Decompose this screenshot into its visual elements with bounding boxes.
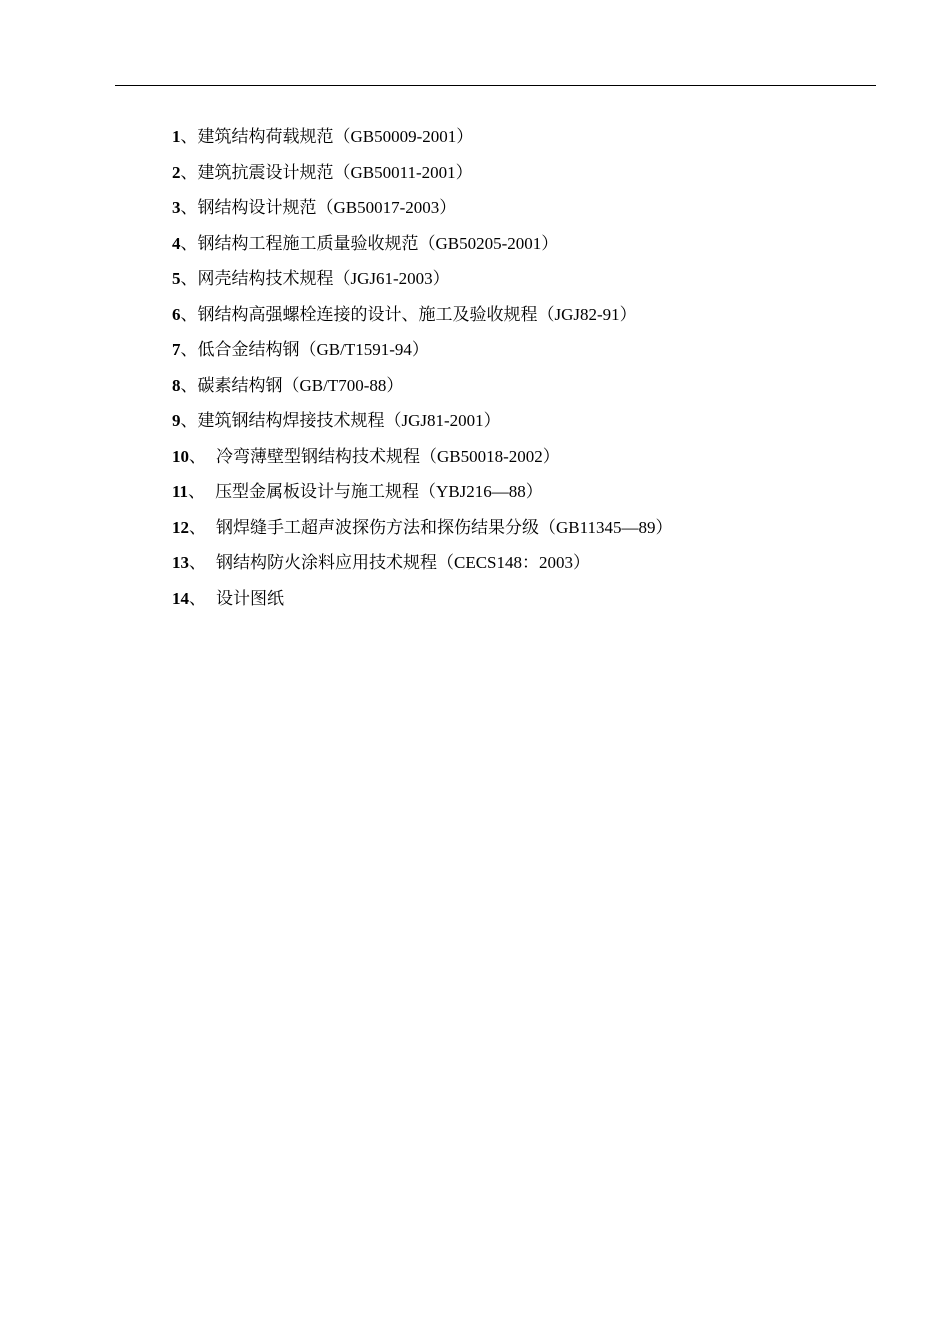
item-separator: 、 <box>180 127 198 146</box>
list-item <box>172 478 872 514</box>
item-number: 6 <box>172 304 181 324</box>
list-item <box>172 265 872 301</box>
item-separator: 、 <box>180 340 198 359</box>
list-item <box>172 549 872 585</box>
item-text: 建筑结构荷载规范（GB50009-2001） <box>197 127 474 146</box>
item-separator: 、 <box>189 553 206 572</box>
item-number: 2 <box>172 162 181 182</box>
item-text: 冷弯薄壁型钢结构技术规程（GB50018-2002） <box>216 446 560 466</box>
list-item <box>172 230 872 266</box>
list-item <box>172 443 872 479</box>
item-text: 钢结构防火涂料应用技术规程（CECS148：2003） <box>216 553 591 572</box>
item-separator: 、 <box>188 482 206 501</box>
item-text: 钢结构高强螺栓连接的设计、施工及验收规程（JGJ82-91） <box>197 304 637 324</box>
item-separator: 、 <box>180 233 198 253</box>
header-rule <box>115 85 876 86</box>
list-item <box>172 585 872 621</box>
item-text: 设计图纸 <box>216 588 284 608</box>
item-number: 7 <box>172 340 181 359</box>
list-item <box>172 123 872 159</box>
item-number: 14 <box>172 588 189 608</box>
item-number: 5 <box>172 269 181 288</box>
item-separator: 、 <box>180 198 198 217</box>
list-item <box>172 301 872 337</box>
item-separator: 、 <box>180 162 198 182</box>
item-text: 建筑钢结构焊接技术规程（JGJ81-2001） <box>197 411 501 430</box>
item-separator: 、 <box>189 588 206 608</box>
item-separator: 、 <box>180 304 198 324</box>
reference-list <box>172 123 872 620</box>
item-text: 钢结构设计规范（GB50017-2003） <box>197 198 457 217</box>
item-number: 13 <box>172 553 189 572</box>
list-item <box>172 407 872 443</box>
item-separator: 、 <box>189 446 206 466</box>
list-item <box>172 514 872 550</box>
item-separator: 、 <box>180 411 198 430</box>
item-number: 3 <box>172 198 181 217</box>
list-item <box>172 159 872 195</box>
item-text: 钢结构工程施工质量验收规范（GB50205-2001） <box>197 233 559 253</box>
item-separator: 、 <box>180 375 198 395</box>
item-text: 压型金属板设计与施工规程（YBJ216—88） <box>215 482 543 501</box>
list-item <box>172 194 872 230</box>
item-number: 12 <box>172 517 189 537</box>
item-text: 钢焊缝手工超声波探伤方法和探伤结果分级（GB11345—89） <box>216 517 673 537</box>
item-number: 10 <box>172 446 189 466</box>
list-item <box>172 372 872 408</box>
item-separator: 、 <box>189 517 206 537</box>
item-number: 8 <box>172 375 181 395</box>
item-text: 建筑抗震设计规范（GB50011-2001） <box>197 162 473 182</box>
item-text: 碳素结构钢（GB/T700-88） <box>197 375 404 395</box>
item-number: 11 <box>172 482 189 501</box>
item-separator: 、 <box>180 269 198 288</box>
item-number: 1 <box>172 127 181 146</box>
item-text: 网壳结构技术规程（JGJ61-2003） <box>197 269 450 288</box>
list-item <box>172 336 872 372</box>
item-text: 低合金结构钢（GB/T1591-94） <box>197 340 429 359</box>
item-number: 9 <box>172 411 181 430</box>
item-number: 4 <box>172 233 181 253</box>
